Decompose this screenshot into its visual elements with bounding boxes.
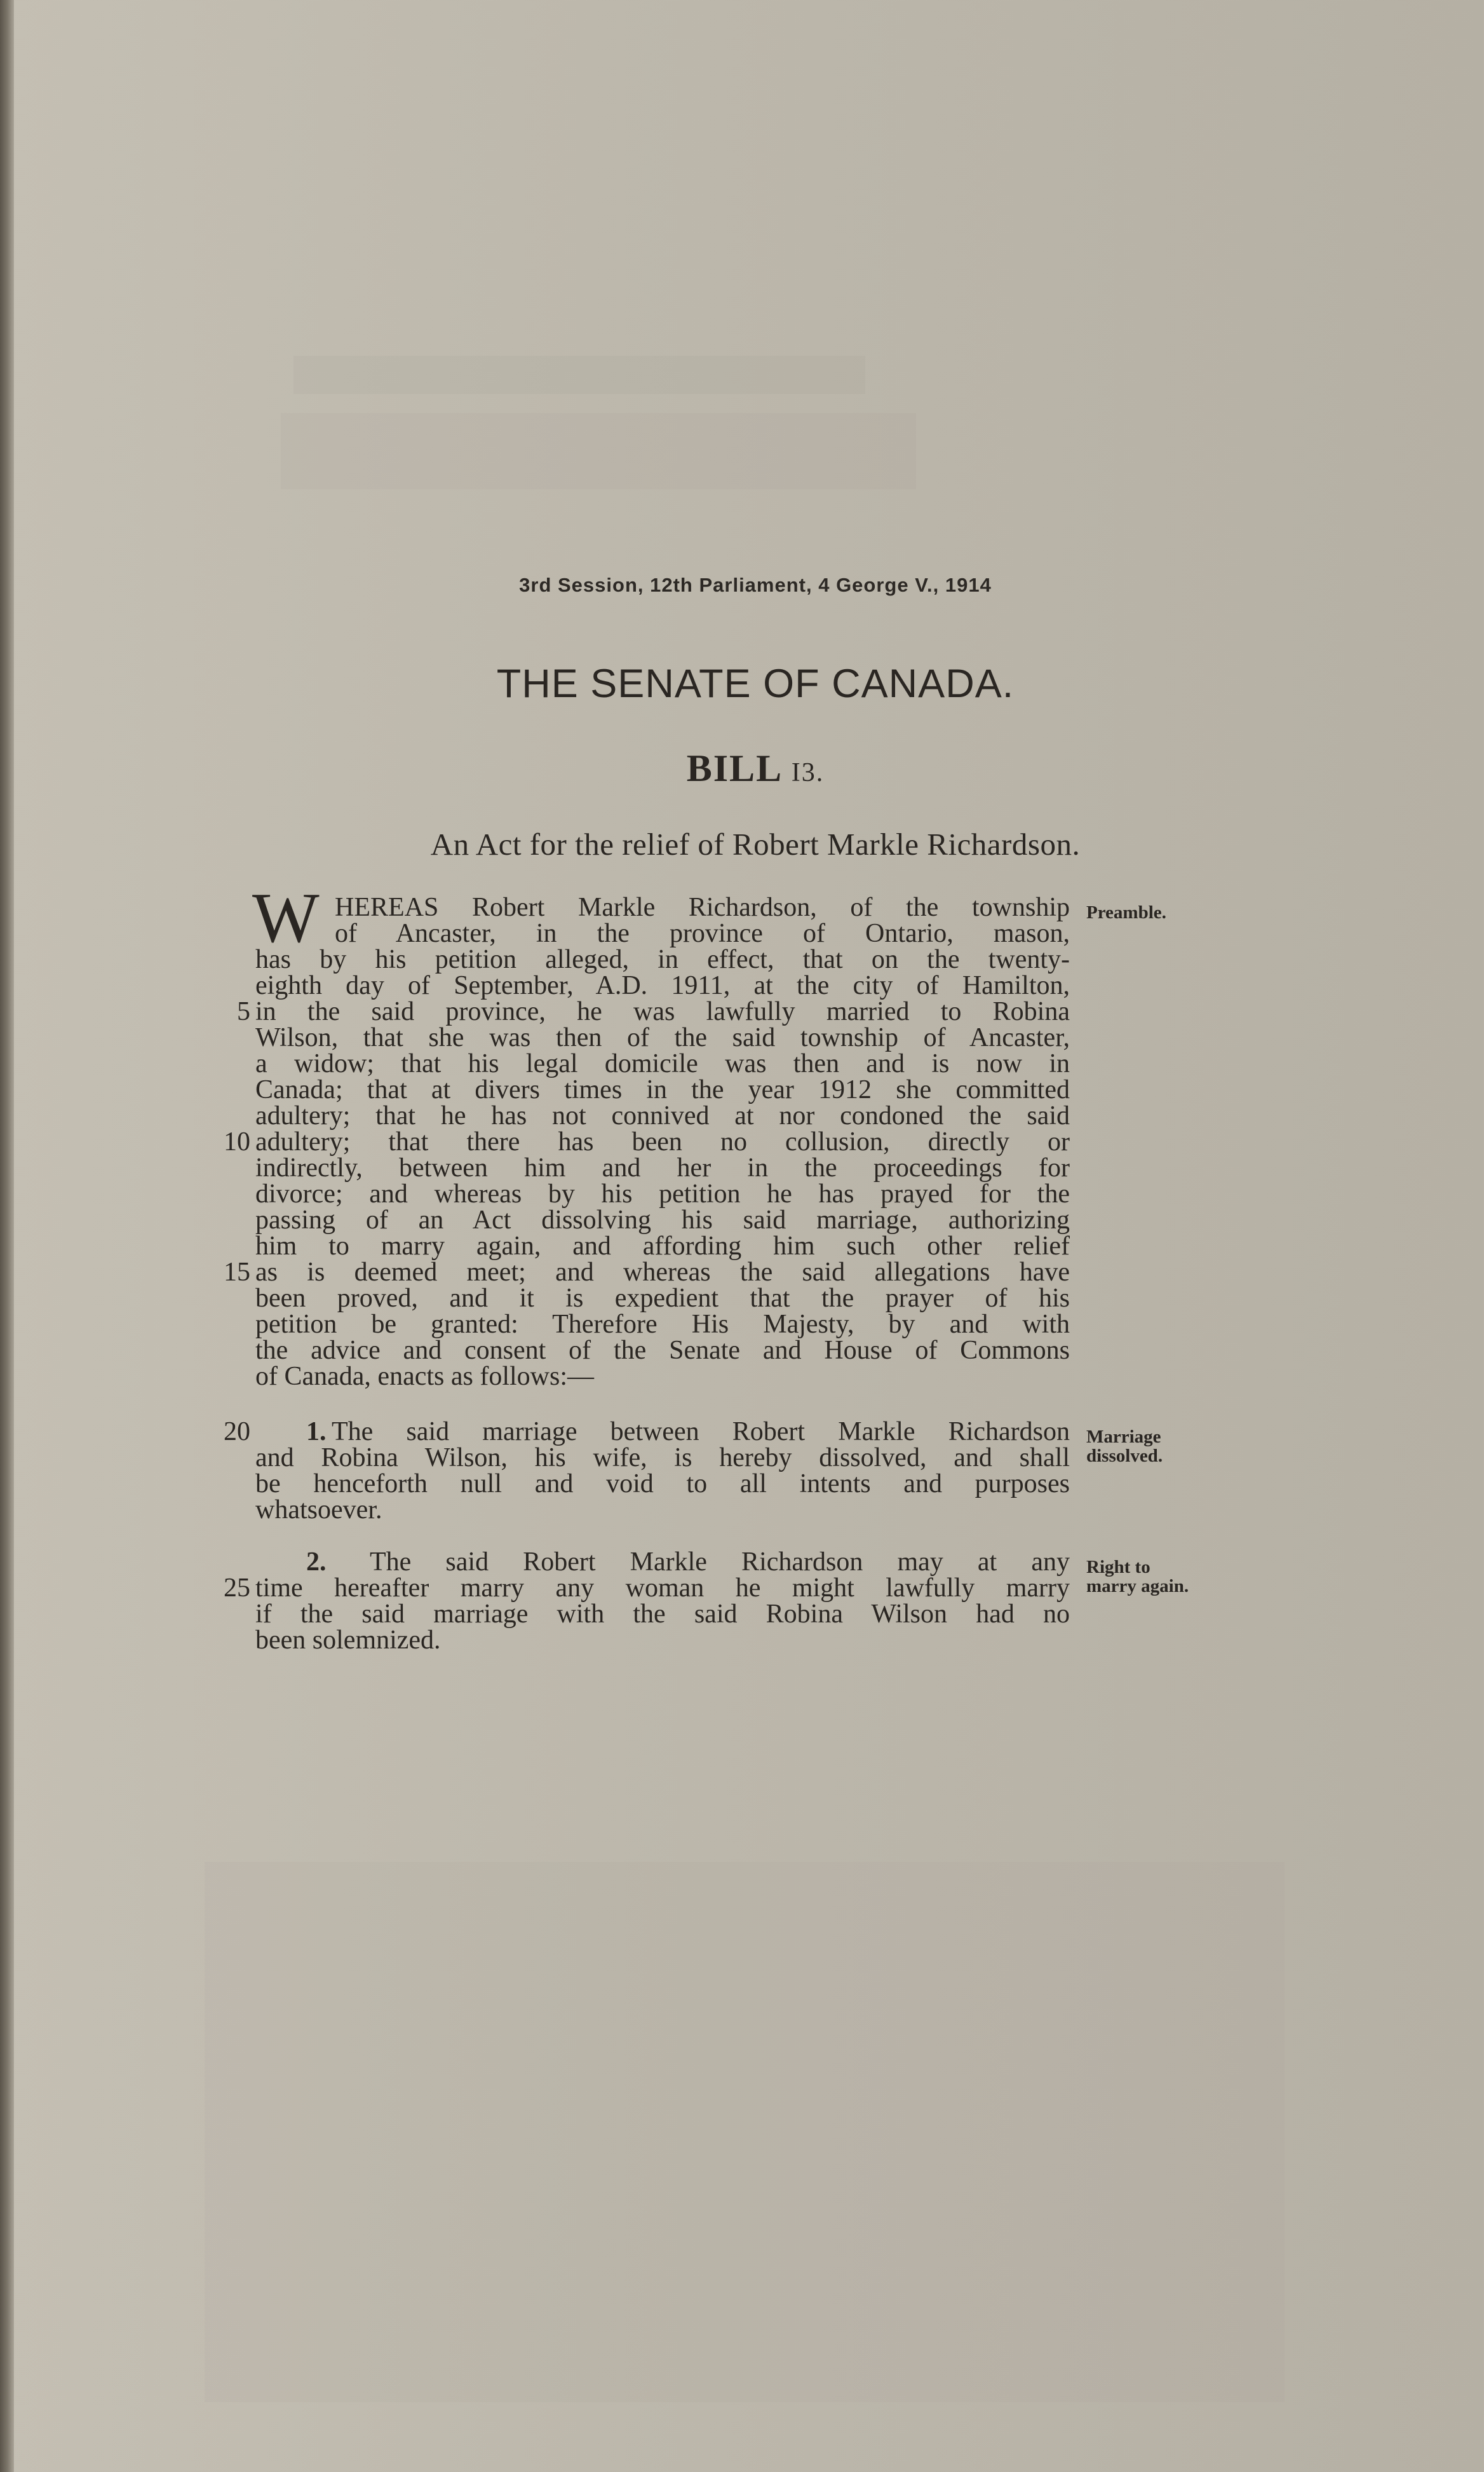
line-number: 5 [237,997,250,1026]
section-1-line: whatsoever. [255,1495,382,1525]
preamble-line: adultery; that there has been no collusion, directly or [255,1127,1070,1157]
preamble-line: of Ancaster, in the province of Ontario, mason, [335,919,1070,948]
preamble-dropcap: W [252,879,320,958]
session-line: 3rd Session, 12th Parliament, 4 George V., 1914 [519,574,992,596]
preamble-line: eighth day of September, A.D. 1911, at the city of Hamilton, [255,971,1070,1000]
preamble-line: indirectly, between him and her in the proceedings for [255,1153,1070,1183]
line-number: 15 [224,1258,250,1287]
preamble-line: petition be granted: Therefore His Majesty, by and with [255,1310,1070,1339]
bleed-through-shadow [281,413,916,489]
section-1-line: and Robina Wilson, his wife, is hereby dissolved, and shall [255,1443,1070,1472]
bill-heading [14,747,1484,791]
section-1-number: 1. [306,1417,327,1446]
section-2-line: been solemnized. [255,1626,441,1655]
section-1-line: be henceforth null and void to all intents and purposes [255,1469,1070,1498]
preamble-line: the advice and consent of the Senate and House of Commons [255,1336,1070,1365]
margin-note-marriage-dissolved-2: dissolved. [1086,1446,1163,1466]
section-2-line: The said Robert Markle Richardson may at any [370,1547,1070,1577]
chamber-title: THE SENATE OF CANADA. [496,662,1015,706]
preamble-line: Canada; that at divers times in the year 1912 she committed [255,1075,1070,1104]
preamble-line: as is deemed meet; and whereas the said allegations have [255,1258,1070,1287]
book-spine-edge [0,0,14,2472]
section-2-line: if the said marriage with the said Robina Wilson had no [255,1599,1070,1629]
preamble-line: has by his petition alleged, in effect, that on the twenty- [255,945,1070,974]
section-1-line: The said marriage between Robert Markle Richardson [332,1417,1070,1446]
bill-number: I3. [791,758,825,787]
line-number: 10 [224,1127,250,1157]
preamble-line: adultery; that he has not connived at nor condoned the said [255,1101,1070,1131]
margin-note-right-to-marry-2: marry again. [1086,1576,1189,1596]
line-number: 20 [224,1417,250,1446]
act-title: An Act for the relief of Robert Markle Richardson. [430,827,1081,862]
margin-note-preamble: Preamble. [1086,902,1166,923]
line-number: 25 [224,1573,250,1603]
preamble-line: a widow; that his legal domicile was then and is now in [255,1049,1070,1078]
bleed-through-shadow [293,356,865,394]
preamble-line: Wilson, that she was then of the said township of Ancaster, [255,1023,1070,1052]
preamble-line: of Canada, enacts as follows:— [255,1362,595,1391]
margin-note-marriage-dissolved-1: Marriage [1086,1427,1161,1447]
bleed-through-shadow [205,1862,1285,2402]
margin-note-right-to-marry-1: Right to [1086,1557,1150,1577]
preamble-line: passing of an Act dissolving his said marriage, authorizing [255,1205,1070,1235]
section-2-line: time hereafter marry any woman he might lawfully marry [255,1573,1070,1603]
preamble-line: him to marry again, and affording him such other relief [255,1232,1070,1261]
preamble-line: been proved, and it is expedient that the prayer of his [255,1284,1070,1313]
preamble-line: divorce; and whereas by his petition he has prayed for the [255,1179,1070,1209]
preamble-line: in the said province, he was lawfully married to Robina [255,997,1070,1026]
document-page [14,0,1484,2472]
preamble-line: HEREAS Robert Markle Richardson, of the township [335,893,1070,922]
bill-label: BILL [686,747,792,789]
section-2-number: 2. [306,1547,327,1577]
